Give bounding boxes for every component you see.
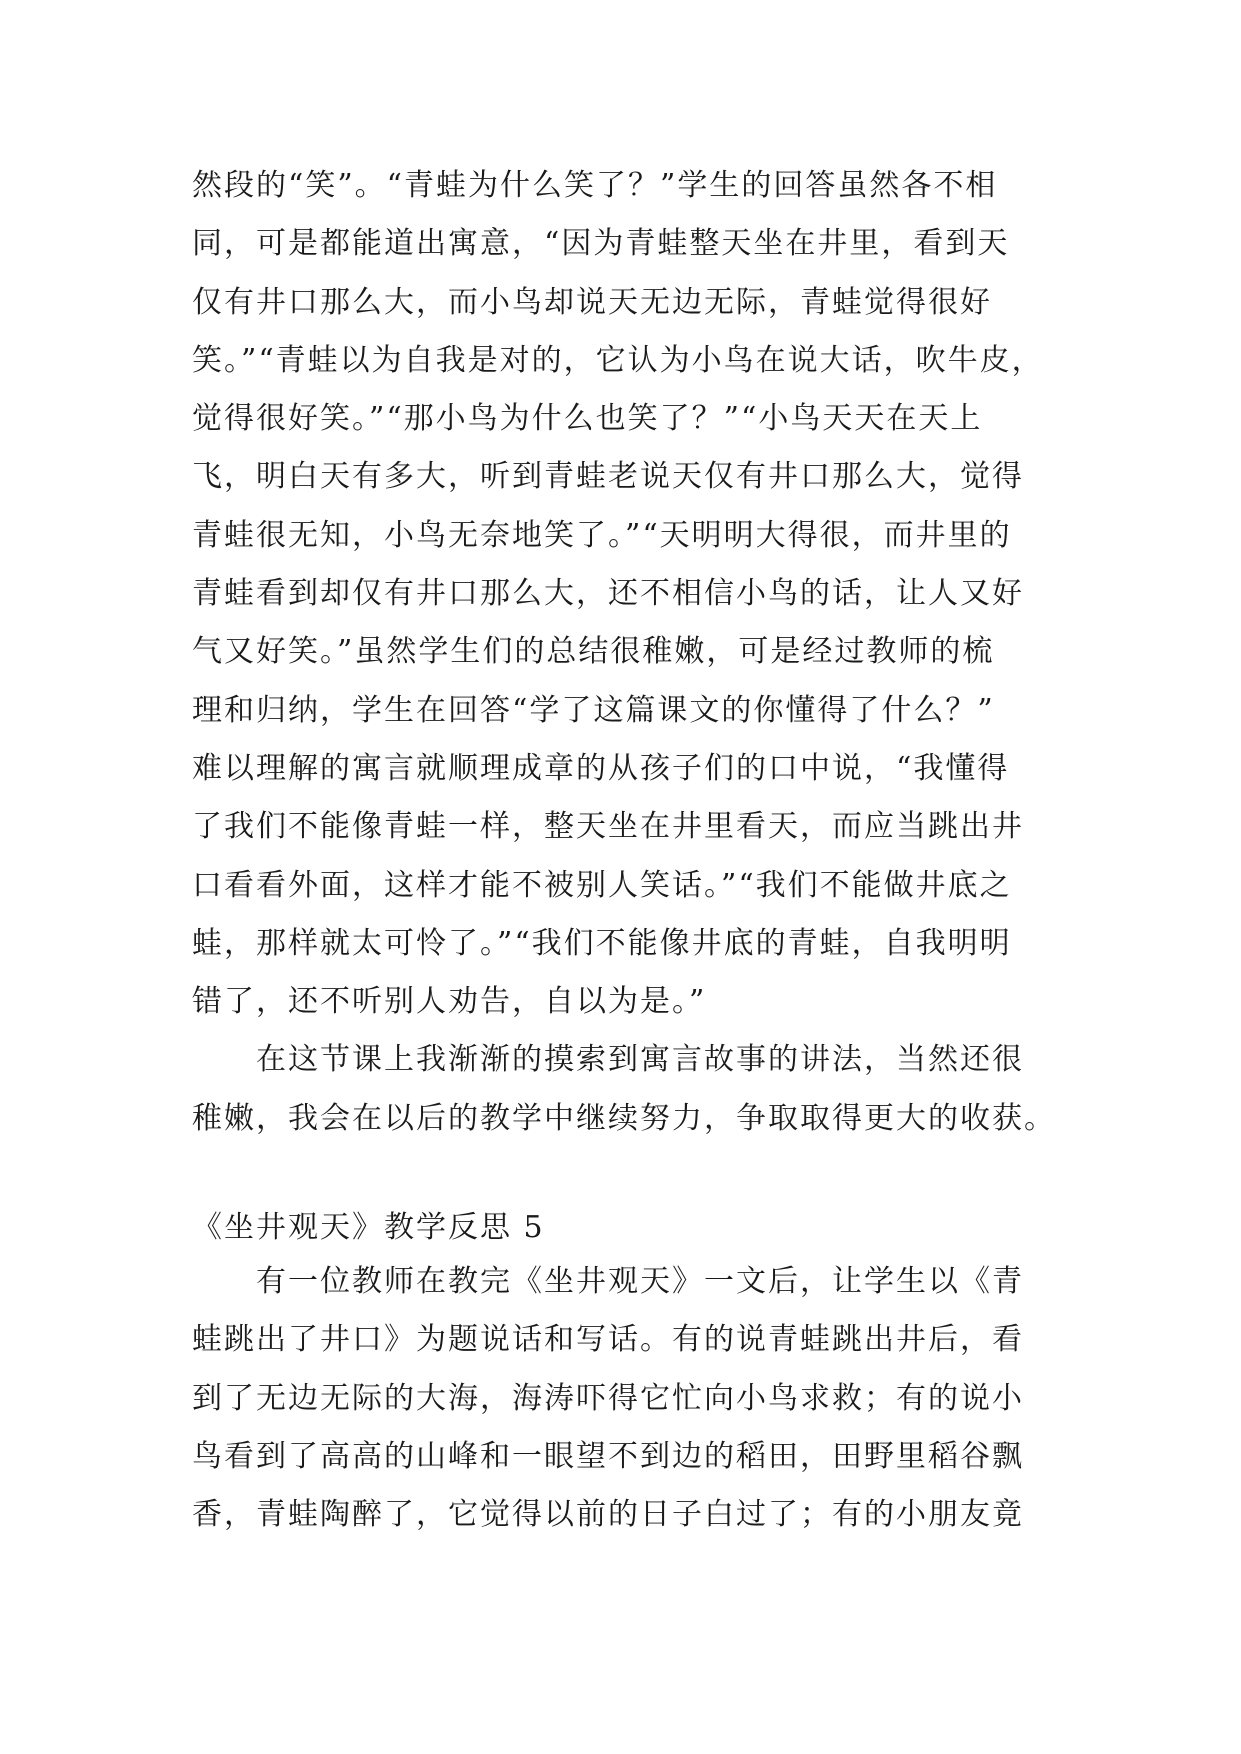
- text-line: 口看看外面，这样才能不被别人笑话。”“我们不能做井底之: [192, 867, 1012, 903]
- section-heading: 《坐井观天》教学反思 5: [192, 1210, 545, 1245]
- text-line: 理和归纳，学生在回答“学了这篇课文的你懂得了什么？”: [192, 692, 995, 728]
- text-line: 觉得很好笑。”“那小鸟为什么也笑了？”“小鸟天天在天上: [192, 401, 983, 437]
- text-line: 青蛙看到却仅有井口那么大，还不相信小鸟的话，让人又好: [192, 576, 1024, 612]
- text-line: 了我们不能像青蛙一样，整天坐在井里看天，而应当跳出井: [192, 809, 1024, 845]
- text-line: 鸟看到了高高的山峰和一眼望不到边的稻田，田野里稻谷飘: [192, 1438, 1024, 1474]
- text-line: 同，可是都能道出寓意，“因为青蛙整天坐在井里，看到天: [192, 226, 1010, 262]
- text-line: 错了，还不听别人劝告，自以为是。”: [192, 984, 707, 1020]
- text-line: 笑。”“青蛙以为自我是对的，它认为小鸟在说大话，吹牛皮，: [192, 342, 1044, 378]
- paragraph-start-line: 在这节课上我渐渐的摸索到寓言故事的讲法，当然还很: [256, 1042, 1024, 1078]
- text-line: 气又好笑。”虽然学生们的总结很稚嫩，可是经过教师的梳: [192, 634, 995, 670]
- text-line: 蛙跳出了井口》为题说话和写话。有的说青蛙跳出井后，看: [192, 1322, 1024, 1358]
- text-line: 香，青蛙陶醉了，它觉得以前的日子白过了；有的小朋友竟: [192, 1497, 1024, 1533]
- body-text-section-1: [192, 157, 1056, 1148]
- text-line: 稚嫩，我会在以后的教学中继续努力，争取取得更大的收获。: [192, 1100, 1056, 1136]
- paragraph-start-line: 有一位教师在教完《坐井观天》一文后，让学生以《青: [256, 1264, 1024, 1299]
- text-line: 仅有井口那么大，而小鸟却说天无边无际，青蛙觉得很好: [192, 284, 992, 320]
- body-text-section-2: [192, 1253, 1052, 1544]
- text-line: 难以理解的寓言就顺理成章的从孩子们的口中说，“我懂得: [192, 750, 1010, 786]
- text-line: 然段的“笑”。“青蛙为什么笑了？”学生的回答虽然各不相: [192, 168, 998, 203]
- text-line: 飞，明白天有多大，听到青蛙老说天仅有井口那么大，觉得: [192, 459, 1024, 495]
- text-line: 青蛙很无知，小鸟无奈地笑了。”“天明明大得很，而井里的: [192, 517, 1012, 553]
- text-line: 蛙，那样就太可怜了。”“我们不能像井底的青蛙，自我明明: [192, 925, 1012, 961]
- text-line: 到了无边无际的大海，海涛吓得它忙向小鸟求救；有的说小: [192, 1380, 1024, 1416]
